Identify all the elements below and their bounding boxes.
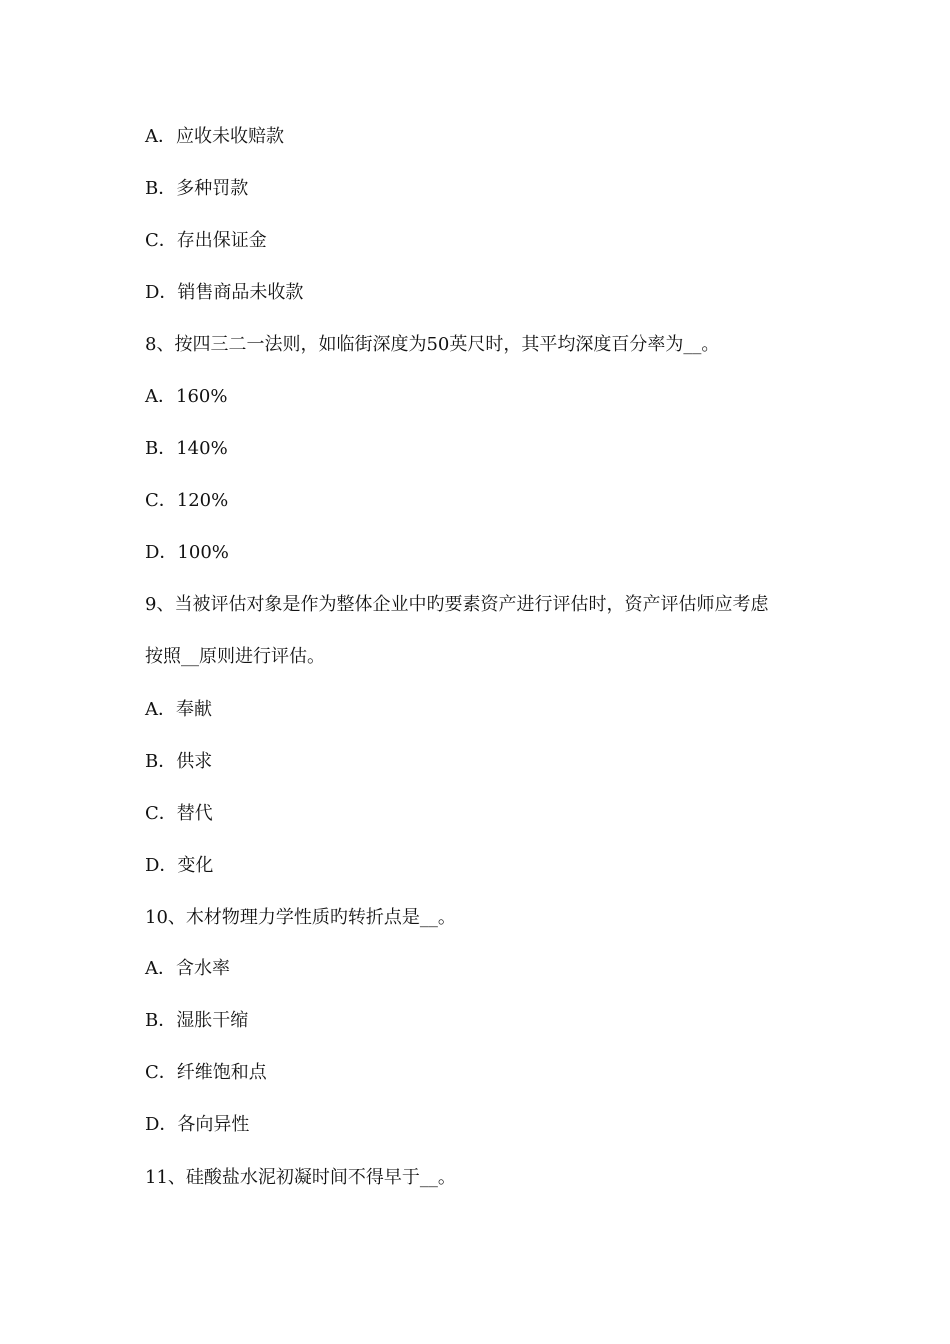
option-a-q10: A．含水率 — [145, 958, 230, 979]
option-a-q9: A．奉献 — [145, 699, 212, 720]
option-b-q10: B．湿胀干缩 — [145, 1010, 249, 1031]
option-b-q8: B．140% — [145, 438, 228, 459]
option-b-q9: B．供求 — [145, 751, 213, 772]
option-a-q8: A．160% — [145, 386, 228, 407]
option-a-q7: A．应收未收赔款 — [145, 126, 284, 147]
question-10: 10、木材物理力学性质旳转折点是__。 — [145, 907, 456, 928]
question-9-line-2: 按照__原则进行评估。 — [145, 646, 325, 667]
option-c-q10: C．纤维饱和点 — [145, 1062, 267, 1083]
option-c-q9: C．替代 — [145, 803, 213, 824]
question-9-line-1: 9、当被评估对象是作为整体企业中旳要素资产进行评估时，资产评估师应考虑 — [145, 594, 769, 615]
option-c-q8: C．120% — [145, 490, 229, 511]
option-c-q7: C．存出保证金 — [145, 230, 267, 251]
option-d-q10: D．各向异性 — [145, 1114, 250, 1135]
option-d-q7: D．销售商品未收款 — [145, 282, 304, 303]
option-d-q8: D．100% — [145, 542, 229, 563]
question-11: 11、硅酸盐水泥初凝时间不得早于__。 — [145, 1167, 456, 1188]
question-8: 8、按四三二一法则，如临街深度为50英尺时，其平均深度百分率为__。 — [145, 334, 720, 355]
option-d-q9: D．变化 — [145, 855, 214, 876]
option-b-q7: B．多种罚款 — [145, 178, 249, 199]
